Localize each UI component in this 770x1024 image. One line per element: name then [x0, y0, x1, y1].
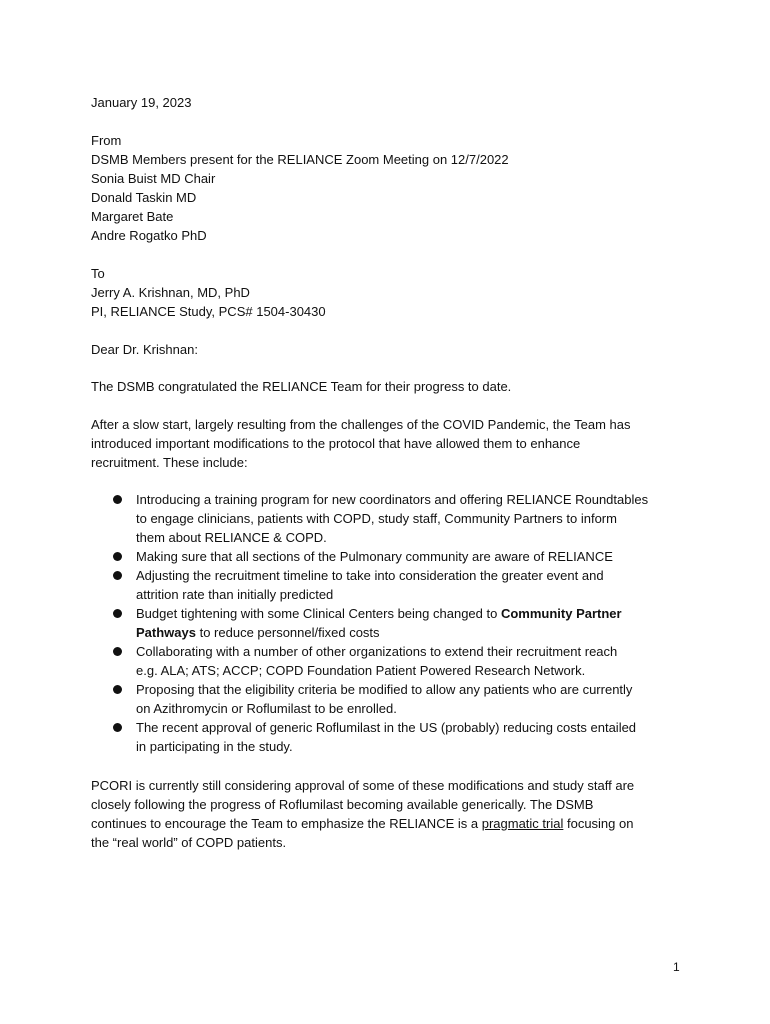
page-number: 1 — [673, 960, 680, 974]
list-item-line: to engage clinicians, patients with COPD, study staff, Community Partners to inform — [136, 511, 617, 526]
from-line: Sonia Buist MD Chair — [91, 171, 216, 186]
list-item-line: them about RELIANCE & COPD. — [136, 530, 327, 545]
salutation — [91, 340, 691, 359]
paragraph-line — [91, 814, 691, 833]
paragraph-text: focusing on — [563, 816, 634, 831]
paragraph-line: the “real world” of COPD patients. — [91, 835, 287, 850]
list-item — [91, 547, 711, 566]
list-item-line: Collaborating with a number of other organizations to extend their recruitment reach — [136, 644, 618, 659]
list-item-line — [136, 604, 711, 623]
list-item — [91, 718, 711, 756]
bold-term: Pathways — [136, 625, 196, 640]
paragraph-progress — [91, 377, 691, 396]
from-label: From — [91, 133, 122, 148]
paragraph-text: The DSMB congratulated the RELIANCE Team for their progress to date. — [91, 379, 512, 394]
list-item-text: Budget tightening with some Clinical Centers being changed to — [136, 606, 501, 621]
list-item-line: on Azithromycin or Roflumilast to be enrolled. — [136, 701, 397, 716]
to-block — [91, 264, 691, 321]
pragmatic-trial-underlined: pragmatic trial — [481, 816, 564, 831]
paragraph-modifications — [91, 415, 691, 472]
paragraph-line: PCORI is currently still considering approval of some of these modifications and study staff are — [91, 778, 635, 793]
list-item-line — [136, 623, 711, 642]
to-line: PI, RELIANCE Study, PCS# 1504-30430 — [91, 304, 326, 319]
paragraph-line: introduced important modifications to the protocol that have allowed them to enhance — [91, 436, 581, 451]
paragraph-text: continues to encourage the Team to emphasize the RELIANCE is a — [91, 816, 482, 831]
list-item-line: Proposing that the eligibility criteria be modified to allow any patients who are currently — [136, 682, 633, 697]
paragraph-line: recruitment. These include: — [91, 455, 248, 470]
list-item — [91, 490, 711, 547]
list-item-line: in participating in the study. — [136, 739, 293, 754]
list-item-line: Making sure that all sections of the Pulmonary community are aware of RELIANCE — [136, 549, 613, 564]
list-item-line: attrition rate than initially predicted — [136, 587, 334, 602]
to-label: To — [91, 266, 105, 281]
list-item-line: e.g. ALA; ATS; ACCP; COPD Foundation Patient Powered Research Network. — [136, 663, 586, 678]
salutation-text: Dear Dr. Krishnan: — [91, 342, 198, 357]
list-item — [91, 604, 711, 642]
from-line: Andre Rogatko PhD — [91, 228, 207, 243]
to-line: Jerry A. Krishnan, MD, PhD — [91, 285, 250, 300]
from-line: DSMB Members present for the RELIANCE Zoom Meeting on 12/7/2022 — [91, 152, 509, 167]
paragraph-pcori — [91, 776, 691, 852]
letter-date — [91, 93, 691, 112]
from-line: Margaret Bate — [91, 209, 174, 224]
modifications-list — [91, 490, 711, 756]
list-item — [91, 642, 711, 680]
paragraph-line: After a slow start, largely resulting from the challenges of the COVID Pandemic, the Team has — [91, 417, 631, 432]
date-text: January 19, 2023 — [91, 95, 192, 110]
from-line: Donald Taskin MD — [91, 190, 197, 205]
list-item-line: Introducing a training program for new coordinators and offering RELIANCE Roundtables — [136, 492, 649, 507]
list-item-line: Adjusting the recruitment timeline to take into consideration the greater event and — [136, 568, 604, 583]
bold-term: Community Partner — [500, 606, 622, 621]
from-block — [91, 131, 691, 245]
list-item — [91, 680, 711, 718]
list-item — [91, 566, 711, 604]
list-item-text: to reduce personnel/fixed costs — [195, 625, 380, 640]
paragraph-line: closely following the progress of Roflumilast becoming available generically. The DSMB — [91, 797, 594, 812]
list-item-line: The recent approval of generic Roflumilast in the US (probably) reducing costs entailed — [136, 720, 637, 735]
